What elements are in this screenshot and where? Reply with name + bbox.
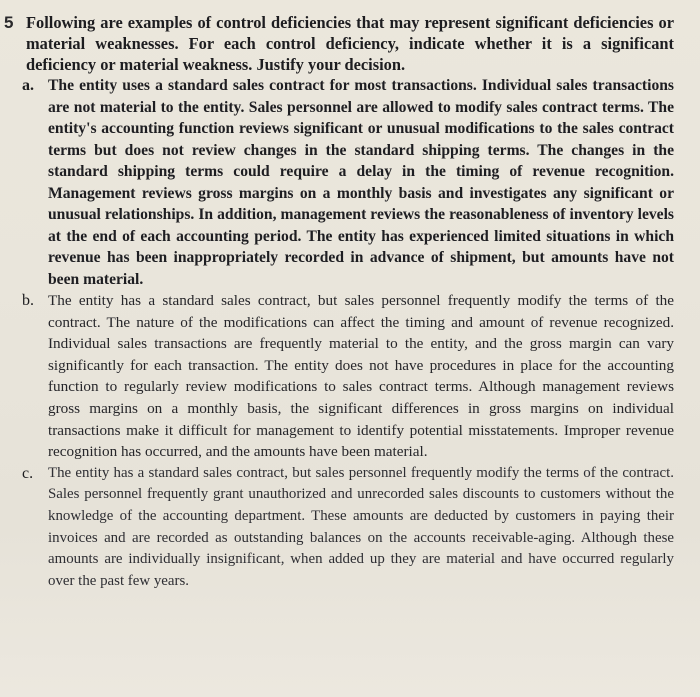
list-item-c — [22, 463, 674, 593]
list-item-a — [22, 75, 674, 290]
item-marker-a: a. — [22, 77, 34, 94]
problem-intro: Following are examples of control deficiencies that may represent significant deficiencies or material weaknesses. For each control deficiency, indicate whether it is a significant deficiency or material weakness. Justify your decision. — [26, 13, 674, 74]
problem-number: 5 — [4, 13, 14, 32]
item-text-a: The entity uses a standard sales contract for most transactions. Individual sales transactions are not material to the entity. Sales personnel are allowed to modify sales contract terms. The entity's accounting function reviews significant or unusual modifications to the sales contract terms but does not review changes in the standard shipping terms. The changes in the standard shipping terms could require a delay in the timing of revenue recognition. Management reviews gross margins on a monthly basis and investigates any significant or unusual relationships. In addition, management reviews the reasonableness of inventory levels at the end of each accounting period. The entity has experienced limited situations in which revenue has been inappropriately recorded in advance of shipment, but amounts have not been material. — [48, 77, 674, 288]
item-text-b: The entity has a standard sales contract, but sales personnel frequently modify the terms of the contract. The nature of the modifications can affect the timing and amount of revenue recognized. Individual sales transactions are frequently material to the entity, and the gross margin can vary significantly for each transaction. The entity does not have procedures in place for the accounting function to regularly review modifications to sales contract terms. Although management reviews gross margins on a monthly basis, the significant differences in gross margins on individual transactions make it difficult for management to identify potential misstatements. Improper revenue recognition has occurred, and the amounts have been material. — [48, 292, 674, 461]
item-marker-b: b. — [22, 292, 34, 309]
problem-body — [22, 12, 674, 592]
problem-block — [4, 12, 674, 592]
item-text-c: The entity has a standard sales contract, but sales personnel frequently modify the terms of the contract. Sales personnel frequently grant unauthorized and unrecorded sales discounts to customers without the knowledge of the accounting department. These amounts are deducted by customers in paying their invoices and are recorded as outstanding balances on the accounts receivable-aging. Although these amounts are individually insignificant, when added up they are material and have occurred regularly over the past few years. — [48, 464, 674, 589]
item-marker-c: c. — [22, 464, 34, 482]
list-item-b — [22, 290, 674, 463]
